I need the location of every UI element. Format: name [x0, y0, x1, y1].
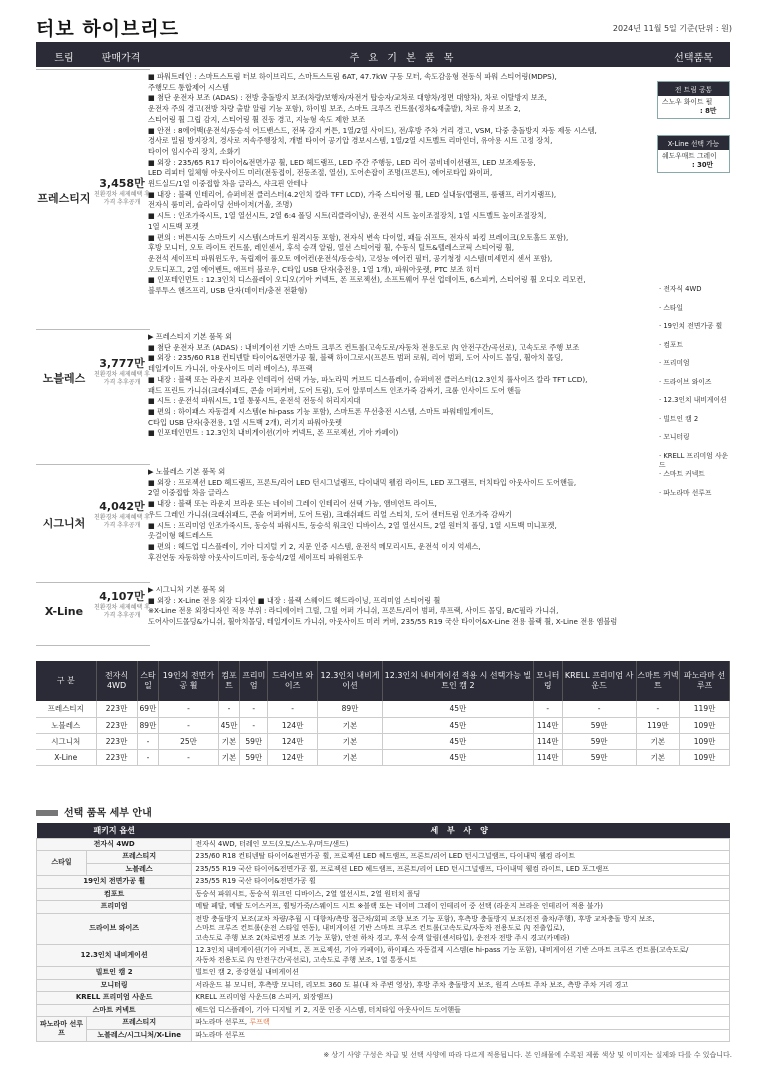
- table-row: 전자식 4WD 전자식 4WD, 터레인 모드(오토/스노우/머드/샌드): [37, 838, 730, 851]
- price-cell: 기본: [318, 717, 383, 733]
- price-cell: 109만: [680, 733, 730, 749]
- spec-line: ■ 안전 : 8에어백(운전석/동승석 어드밴스드, 전복 감지 커튼, 1열/2열 사이드), 전/후방 주차 거리 경고, VSM, 다중 충돌방지 자동 제동 시스템,: [148, 125, 597, 135]
- price-cell: 45만: [218, 717, 240, 733]
- price-cell: -: [533, 701, 562, 717]
- spec-line: 스티어링 휠 그립 감지, 스티어링 휠 진동 경고, 지능형 속도 제한 보조: [148, 114, 366, 124]
- spec-line: 윈드실드/1열 이중접합 차음 글라스, 샤크핀 안테나: [148, 179, 308, 189]
- option-list-item: · 드라이브 와이즈: [659, 377, 712, 386]
- table-row: 19인치 전면가공 휠 235/55 R19 국산 타이어&전면가공 휠: [37, 876, 730, 889]
- spec-line: ■ 외장 : 235/60 R18 컨티넨탈 타이어&전면가공 휠, 블랙 하이그로시(프론트 범퍼 로워, 리어 범퍼, 도어 사이드 몰딩, 휠아치 몰딩,: [148, 353, 564, 363]
- option-box-xline: [657, 135, 730, 173]
- price-cell: 114만: [533, 749, 562, 765]
- option-price: : 30만: [692, 161, 714, 169]
- table-row: [36, 701, 730, 717]
- spec-line: ■ 시트 : 인조가죽시트, 1열 열선시트, 2열 6:4 폴딩 시트(리클라이닝), 운전석 시트 높이조절장치, 1열 시트벨트 높이조절장치,: [148, 211, 547, 221]
- table-row: 노블레스 235/55 R19 국산 타이어&전면가공 휠, 프로젝션 LED 헤드램프, 프론트/리어 LED 턴시그널램프, 다이내믹 웰컴 라이트, LED 포그램프: [37, 863, 730, 876]
- price-cell: 59만: [562, 733, 636, 749]
- option-list-item: · 컴포트: [659, 340, 684, 349]
- price-cell: -: [636, 701, 680, 717]
- table-row: 모니터링 서라운드 뷰 모니터, 후측방 모니터, 리모트 360 도 뷰(내 차 주변 영상), 후방 주차 충돌방지 보조, 원격 스마트 주차 보조, 측방 주차 거리 경고: [37, 979, 730, 992]
- price-cell: 124만: [268, 733, 318, 749]
- spec-line: ■ 내장 : 블랙 또는 라운지 브라운 또는 네이비 그레이 인테리어 선택 가능, 앰비언트 라이트,: [148, 499, 437, 509]
- spec-line: C타입 USB 단자(충전용, 1열 시트백 2개), 러기지 파워아웃렛: [148, 417, 342, 427]
- spec-line: ■ 시트 : 운전석 파워시트, 1열 통풍시트, 운전석 전동식 허리지지대: [148, 396, 361, 406]
- price-table-header: 12.3인치 내비게이션: [318, 661, 383, 701]
- price-date: 2024년 11월 5일 기준(단위 : 원): [612, 24, 732, 33]
- price-cell: 기본: [318, 749, 383, 765]
- option-price-table: [36, 661, 730, 766]
- trim-price: 3,458만: [99, 177, 145, 190]
- price-cell: 기본: [218, 733, 240, 749]
- table-row: 프리미엄 메탈 페달, 메탈 도어스커프, 휠팅가죽/스웨이드 시트 ※블랙 또는 네이비 그레이 인테리어 중 선택 (라운지 브라운 인테리어 적용 불가): [37, 901, 730, 914]
- trim-name: X-Line: [44, 605, 84, 618]
- spec-line: 타이어 임시수리 장치, 소화기: [148, 146, 241, 156]
- price-cell: 기본: [636, 733, 680, 749]
- price-cell: -: [137, 749, 159, 765]
- price-cell: 223만: [96, 717, 137, 733]
- price-cell: 기본: [636, 749, 680, 765]
- option-list-item: · 스타일: [659, 303, 684, 312]
- price-cell: 124만: [268, 717, 318, 733]
- price-table-header: 드라이브 와이즈: [268, 661, 318, 701]
- spec-line: 도어사이드몰딩&가니쉬, 휠아치몰딩, 테일게이트 가니쉬, 아웃사이드 미러 커버, 235/55 R19 국산 타이어&X-Line 전용 블랙 휠, X-Line 전용 엠블럼: [148, 617, 618, 627]
- detail-header-spec: 세 부 사 양: [192, 823, 730, 838]
- header-spec: 주 요 기 본 품 목: [349, 53, 457, 64]
- trim-sub: 친환경차 세제혜택 후 가격 추후공개: [94, 191, 150, 206]
- table-row: [36, 733, 730, 749]
- price-cell: 25만: [159, 733, 218, 749]
- table-row: 스타일 프레스티지 235/60 R18 컨티넨탈 타이어&전면가공 휠, 프로젝션 LED 헤드램프, 프론트/리어 LED 턴시그널램프, 다이내믹 웰컴 라이트: [37, 851, 730, 864]
- price-cell: -: [159, 717, 218, 733]
- trim-prestige: [36, 69, 150, 327]
- option-box-title: X-Line 선택 가능: [658, 136, 729, 150]
- price-cell: 109만: [680, 717, 730, 733]
- spec-line: ※X-Line 전용 외장디자인 적용 부위 : 라디에이터 그릴, 그릴 어퍼 가니쉬, 프론트/리어 범퍼, 루프랙, 사이드 몰딩, B/C필라 가니쉬,: [148, 606, 559, 616]
- spec-line: 운전석 세이프티 파워윈도우, 독립제어 풀오토 에어컨(운전석/동승석), 고성능 에어컨 필터, 공기청정 시스템(미세먼지 센서 포함),: [148, 253, 553, 263]
- spec-line: ■ 파워트레인 : 스마트스트림 터보 하이브리드, 스마트스트림 6AT, 47.7kW 구동 모터, 속도감응형 전동식 파워 스티어링(MDPS),: [148, 72, 557, 81]
- spec-line: 전자식 룸미러, 슬라이딩 선바이저(거울, 조명): [148, 200, 293, 210]
- price-cell: -: [159, 701, 218, 717]
- price-cell: 59만: [240, 733, 268, 749]
- price-cell: 45만: [383, 701, 534, 717]
- option-box-common: [657, 81, 730, 119]
- table-row: KRELL 프리미엄 사운드 KRELL 프리미엄 사운드(8 스피커, 외장앰프): [37, 992, 730, 1005]
- noblesse-spec-list: [148, 332, 656, 439]
- spec-line: 우드 그레인 가니쉬(크래쉬패드, 콘솔 어퍼커버, 도어 트림), 크래쉬패드 리얼 스티치, 도어 센터트림 인조가죽 감싸기: [148, 509, 512, 519]
- price-table-header: 구 분: [36, 661, 96, 701]
- spec-line: 테일게이트 가니쉬, 아웃사이드 미러 베이스), 루프랙: [148, 364, 313, 374]
- price-cell: -: [240, 701, 268, 717]
- spec-line: 옷걸이형 헤드레스트: [148, 531, 213, 541]
- table-row: 드라이브 와이즈 전방 충돌방지 보조(교차 차량/추월 시 대향차/측방 접근차/회피 조향 보조 기능 포함), 후측방 충돌방지 보조(전진 출차/주행), 후방 교차충돌 방지 보조, 스마트 크루즈 컨트롤(운전 스타일 연동), 내비게이션 기반 스마트 크루즈 컨트롤(고속도로/자동차 전용도로 內 진출입로), 고속도로 주행 보조 2(차로변경 보조 기능 포함), 안전 하차 경고, 후석 승객 알림(센서타입), 운전자 전방 주시 경고(카메라): [37, 913, 730, 945]
- detail-section-title: 선택 품목 세부 안내: [36, 804, 152, 819]
- spec-line: ■ 외장 : 235/65 R17 타이어&전면가공 휠, LED 헤드램프, LED 주간 주행등, LED 리어 콤비네이션램프, LED 보조제동등,: [148, 157, 536, 167]
- price-cell: 45만: [383, 749, 534, 765]
- trim-name: 프레스티지: [37, 192, 91, 205]
- spec-line: ■ 편의 : 하이패스 자동결제 시스템(e hi-pass 기능 포함), 스마트폰 무선충전 시스템, 스마트 파워테일게이트,: [148, 406, 494, 416]
- price-cell: 223만: [96, 733, 137, 749]
- spec-section: [36, 69, 656, 649]
- spec-line: ■ 첨단 운전자 보조 (ADAS) : 내비게이션 기반 스마트 크루즈 컨트롤(고속도로/자동차 전용도로 內 안전구간/곡선로), 고속도로 주행 보조: [148, 342, 580, 352]
- spec-line: 후방 모니터, 오토 라이트 컨트롤, 레인센서, 후석 승객 알림, 열선 스티어링 휠, 수동식 틸트&텔레스코픽 스티어링 휠,: [148, 243, 515, 253]
- price-table-header: 전자식 4WD: [96, 661, 137, 701]
- spec-table-header: [36, 42, 730, 67]
- trim-price: 4,107만: [99, 590, 145, 603]
- price-cell: -: [562, 701, 636, 717]
- spec-line: ■ 내장 : 블랙 또는 라운지 브라운 인테리어 선택 가능, 파노라믹 커브드 디스플레이, 슈퍼비전 클러스터(12.3인치 풀사이즈 칼라 TFT LCD),: [148, 374, 588, 384]
- option-list-item: · 모니터링: [659, 433, 690, 441]
- price-cell: 노블레스: [36, 717, 96, 733]
- spec-line: ■ 편의 : 헤드업 디스플레이, 기아 디지털 키 2, 지문 인증 시스템, 운전석 메모리시트, 운전석 이지 억세스,: [148, 541, 481, 551]
- spec-line: ■ 편의 : 버튼시동 스마트키 시스템(스마트키 원격시동 포함), 전자식 변속 다이얼, 패들 쉬프트, 전자식 파킹 브레이크(오토홀드 포함),: [148, 232, 569, 242]
- price-cell: 59만: [562, 717, 636, 733]
- price-cell: -: [137, 733, 159, 749]
- price-cell: -: [159, 749, 218, 765]
- price-cell: 124만: [268, 749, 318, 765]
- price-cell: -: [240, 717, 268, 733]
- header-option: 선택품목: [674, 53, 713, 64]
- spec-line: 오토디포그, 2열 에어벤트, 애프터 블로우, C타입 USB 단자(충전용, 1열 1개), 파워아웃렛, PTC 보조 히터: [148, 264, 480, 274]
- table-row: 컴포트 동승석 파워시트, 동승석 워크인 디바이스, 2열 열선시트, 2열 원터치 폴딩: [37, 888, 730, 901]
- spec-line: ■ 내장 : 블랙 인테리어, 슈퍼비전 클러스터(4.2인치 칼라 TFT LCD), 가죽 스티어링 휠, LED 실내등(맵램프, 룸램프, 러기지램프),: [148, 189, 557, 199]
- spec-line: ▶ 프레스티지 기본 품목 외: [148, 332, 233, 341]
- price-cell: 59만: [240, 749, 268, 765]
- option-price: : 8만: [700, 107, 717, 115]
- table-row: 파노라마 선루프 프레스티지 파노라마 선루프, 루프랙: [37, 1017, 730, 1030]
- spec-line: ■ 첨단 운전자 보조 (ADAS) : 전방 충돌방지 보조(차량/보행자/자전거 탑승자/교차로 대향차/정면 대향차), 차로 이탈방지 보조,: [148, 93, 547, 103]
- xline-spec-list: [148, 585, 656, 628]
- option-detail-table: [36, 823, 730, 1042]
- price-cell: 89만: [137, 717, 159, 733]
- spec-line: 후진연동 자동하향 아웃사이드미러, 동승석/2열 세이프티 파워윈도우: [148, 552, 364, 562]
- trim-sub: 친환경차 세제혜택 후 가격 추후공개: [94, 371, 150, 386]
- price-table-header: 파노라마 선루프: [680, 661, 730, 701]
- price-cell: 45만: [383, 717, 534, 733]
- price-table-header: 스타일: [137, 661, 159, 701]
- option-list: [659, 285, 730, 507]
- price-table-header: 12.3인치 내비게이션 적용 시 선택가능 빌트인 캠 2: [383, 661, 534, 701]
- option-item: 스노우 화이트 펄: [662, 98, 713, 106]
- price-cell: 223만: [96, 749, 137, 765]
- spec-line: 블루투스 핸즈프리, USB 단자(데이터/충전 전환형): [148, 286, 308, 296]
- spec-line: ▶ 노블레스 기본 품목 외: [148, 467, 226, 476]
- price-cell: 59만: [562, 749, 636, 765]
- header-trim: 트림: [54, 53, 74, 64]
- trim-xline: [36, 582, 150, 646]
- option-box-title: 전 트림 공통: [658, 82, 729, 96]
- option-list-item: · 스마트 커넥트: [659, 470, 705, 478]
- price-table-header: 컴포트: [218, 661, 240, 701]
- spec-line: 패드 프린트 가니쉬(크래쉬패드, 콘솔 어퍼커버, 도어 트림), 도어 알루미스트 인조가죽 감싸기, 크롬 인사이드 도어 핸들: [148, 385, 522, 395]
- style-noblesse-detail: 235/55 R19 국산 타이어&전면가공 휠, 프로젝션 LED 헤드램프, 프론트/리어 LED 턴시그널램프, 다이내믹 웰컴 라이트, LED 포그램프: [192, 863, 730, 876]
- spec-line: 경사로 밀림 방지장치, 경사로 저속주행장치, 개별 타이어 공기압 경보시스템, 1열/2열 시트벨트 리마인더, 유아용 시트 고정 장치,: [148, 136, 553, 146]
- detail-header-package: 패키지 옵션: [37, 823, 192, 838]
- price-cell: 223만: [96, 701, 137, 717]
- price-cell: 109만: [680, 749, 730, 765]
- option-list-item: · 빌트인 캠 2: [659, 414, 699, 423]
- price-cell: 89만: [318, 701, 383, 717]
- page-title: 터보 하이브리드: [36, 18, 180, 40]
- spec-line: ■ 외장 : X-Line 전용 외장 디자인 ■ 내장 : 블랙 스웨이드 헤드라이닝, 프리미엄 스티어링 휠: [148, 595, 441, 605]
- price-cell: 114만: [533, 717, 562, 733]
- table-row: 빌트인 캠 2 빌트인 캠 2, 증강현실 내비게이션: [37, 967, 730, 980]
- price-cell: 119만: [680, 701, 730, 717]
- signature-spec-list: [148, 467, 656, 563]
- option-panel: [657, 69, 730, 649]
- price-cell: 114만: [533, 733, 562, 749]
- spec-line: ■ 시트 : 프리미엄 인조가죽시트, 동승석 파워시트, 동승석 워크인 디바이스, 2열 열선시트, 2열 원터치 폴딩, 1열 시트백 미니포켓,: [148, 520, 557, 530]
- trim-noblesse: [36, 329, 150, 464]
- price-cell: 기본: [318, 733, 383, 749]
- header-price: 판매가격: [101, 53, 141, 64]
- option-list-item: · 19인치 전면가공 휠: [659, 322, 723, 330]
- price-cell: 45만: [383, 733, 534, 749]
- trim-price: 4,042만: [99, 500, 145, 513]
- prestige-spec-list: [148, 72, 656, 297]
- trim-signature: [36, 464, 150, 582]
- trim-name: 시그니처: [42, 517, 86, 530]
- table-row: 스마트 커넥트 헤드업 디스플레이, 기아 디지털 키 2, 지문 인증 시스템, 터치타입 아웃사이드 도어핸들: [37, 1004, 730, 1017]
- price-cell: -: [268, 701, 318, 717]
- option-list-item: · KRELL 프리미엄 사운드: [659, 451, 729, 469]
- price-table-header: 모니터링: [533, 661, 562, 701]
- price-cell: 프레스티지: [36, 701, 96, 717]
- option-item: 쉐도우매트 그레이: [662, 152, 717, 160]
- spec-line: 2열 이중접합 차음 글라스: [148, 488, 229, 498]
- price-cell: -: [218, 701, 240, 717]
- spec-line: 운전자 주의 경고(전방 차량 출발 알림 기능 포함), 하이빔 보조, 스마트 크루즈 컨트롤(정차&재출발), 차로 유지 보조 2,: [148, 104, 521, 114]
- trim-sub: 친환경차 세제혜택 후 가격 추후공개: [94, 514, 150, 529]
- table-row: 12.3인치 내비게이션 12.3인치 내비게이션(기아 커넥트, 폰 프로젝션, 기아 카페이), 하이패스 자동결제 시스템(e hi-pass 기능 포함), 내비게이션 기반 스마트 크루즈 컨트롤(고속도로/ 자동차 전용도로 內 안전구간/곡선로), 고속도로 주행 보조, 1열 통풍시트: [37, 945, 730, 967]
- price-table-header: KRELL 프리미엄 사운드: [562, 661, 636, 701]
- price-cell: 119만: [636, 717, 680, 733]
- option-list-item: · 파노라마 선루프: [659, 488, 712, 497]
- price-cell: 기본: [218, 749, 240, 765]
- spec-line: ■ 인포테인먼트 : 12.3인치 디스플레이 오디오(기아 커넥트, 폰 프로젝션), 소프트웨어 무선 업데이트, 6스피커, 스티어링 휠 오디오 리모컨,: [148, 275, 586, 285]
- spec-line: 1열 시트백 포켓: [148, 221, 199, 231]
- spec-line: ■ 외장 : 프로젝션 LED 헤드램프, 프론트/리어 LED 턴시그널램프, 다이내믹 웰컴 라이트, LED 포그램프, 터치타입 아웃사이드 도어핸들,: [148, 477, 577, 487]
- spec-line: ▶ 시그니처 기본 품목 외: [148, 585, 226, 594]
- spec-line: LED 리피터 일체형 아웃사이드 미러(전동접이, 전동조절, 열선), 도어손잡이 조명(프론트), 에어로타입 와이퍼,: [148, 168, 493, 178]
- option-list-item: · 프리미엄: [659, 359, 690, 367]
- table-row: 노블레스/시그니처/X-Line 파노라마 선루프: [37, 1029, 730, 1042]
- price-table-header: 프리미엄: [240, 661, 268, 701]
- price-cell: X-Line: [36, 749, 96, 765]
- option-list-item: · 12.3인치 내비게이션: [659, 396, 727, 404]
- table-row: [36, 717, 730, 733]
- footnote: ※ 상기 사양 구성은 차급 및 선택 사양에 따라 다르게 적용됩니다. 본 인쇄물에 수록된 제품 색상 및 이미지는 실제와 다를 수 있습니다.: [323, 1051, 732, 1059]
- price-cell: 69만: [137, 701, 159, 717]
- price-table-header: 스마트 커넥트: [636, 661, 680, 701]
- trim-name: 노블레스: [42, 372, 86, 385]
- price-cell: 시그니처: [36, 733, 96, 749]
- trim-sub: 친환경차 세제혜택 후 가격 추후공개: [94, 604, 150, 619]
- spec-line: ■ 인포테인먼트 : 12.3인치 내비게이션(기아 커넥트, 폰 프로젝션, 기아 카페이): [148, 428, 399, 438]
- table-row: [36, 749, 730, 765]
- trim-price: 3,777만: [99, 357, 145, 370]
- price-table-header: 19인치 전면가공 휠: [159, 661, 218, 701]
- option-list-item: · 전자식 4WD: [659, 285, 702, 293]
- spec-line: 주행모드 통합제어 시스템: [148, 82, 229, 92]
